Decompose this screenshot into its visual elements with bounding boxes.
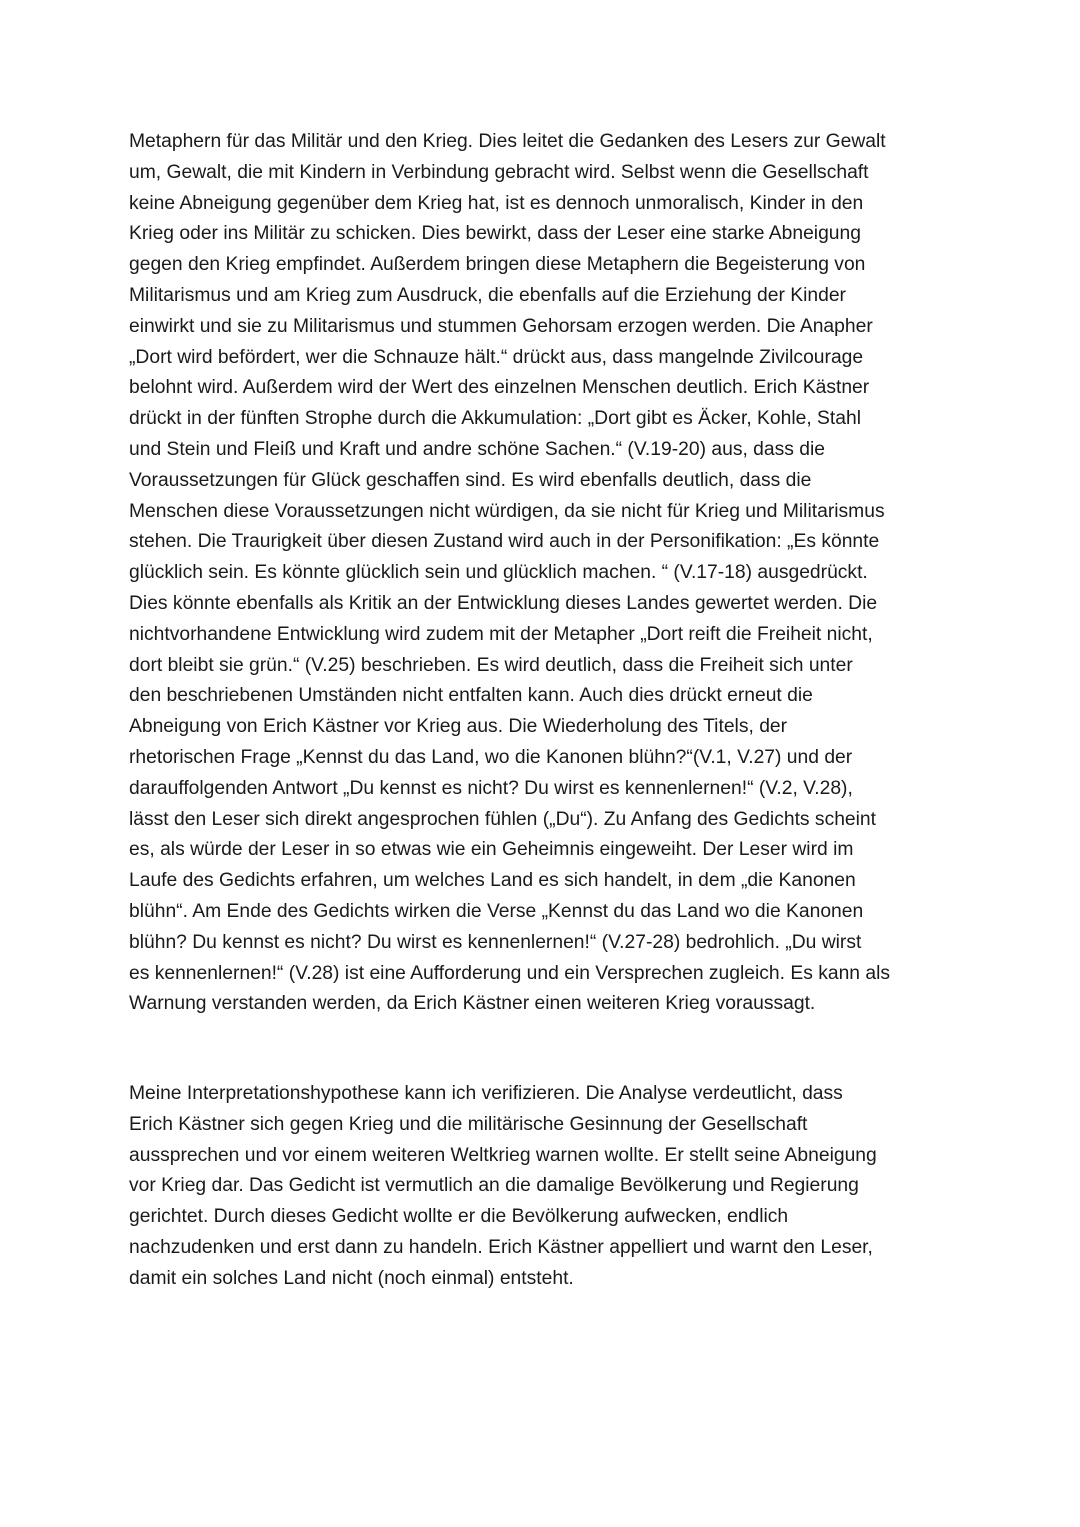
- text-line: gegen den Krieg empfindet. Außerdem bringen diese Metaphern die Begeisterung von: [129, 254, 866, 276]
- text-line: Warnung verstanden werden, da Erich Kästner einen weiteren Krieg voraussagt.: [129, 993, 816, 1015]
- text-line: keine Abneigung gegenüber dem Krieg hat, ist es dennoch unmoralisch, Kinder in den: [129, 192, 864, 214]
- text-line: und Stein und Fleiß und Kraft und andre schöne Sachen.“ (V.19-20) aus, dass die: [129, 438, 825, 460]
- text-line: Meine Interpretationshypothese kann ich verifizieren. Die Analyse verdeutlicht, dass: [129, 1083, 843, 1104]
- text-line: nachzudenken und erst dann zu handeln. Erich Kästner appelliert und warnt den Leser,: [129, 1236, 873, 1258]
- text-line: damit ein solches Land nicht (noch einmal) entsteht.: [129, 1267, 574, 1289]
- analysis-paragraph: [129, 127, 959, 1020]
- text-line: belohnt wird. Außerdem wird der Wert des einzelnen Menschen deutlich. Erich Kästner: [129, 377, 870, 399]
- text-line: nichtvorhandene Entwicklung wird zudem mit der Metapher „Dort reift die Freiheit nicht,: [129, 623, 873, 645]
- text-line: Erich Kästner sich gegen Krieg und die militärische Gesinnung der Gesellschaft: [129, 1113, 808, 1135]
- text-line: Metaphern für das Militär und den Krieg. Dies leitet die Gedanken des Lesers zur Gewalt: [129, 131, 886, 152]
- conclusion-paragraph: [129, 1079, 959, 1295]
- text-line: darauffolgenden Antwort „Du kennst es nicht? Du wirst es kennenlernen!“ (V.2, V.28),: [129, 777, 853, 799]
- text-line: Krieg oder ins Militär zu schicken. Dies bewirkt, dass der Leser eine starke Abneigung: [129, 223, 861, 245]
- text-line: Militarismus und am Krieg zum Ausdruck, die ebenfalls auf die Erziehung der Kinder: [129, 284, 846, 306]
- text-line: Abneigung von Erich Kästner vor Krieg aus. Die Wiederholung des Titels, der: [129, 716, 788, 738]
- text-line: es, als würde der Leser in so etwas wie ein Geheimnis eingeweiht. Der Leser wird im: [129, 839, 854, 861]
- text-line: gerichtet. Durch dieses Gedicht wollte er die Bevölkerung aufwecken, endlich: [129, 1206, 789, 1228]
- text-line: blühn? Du kennst es nicht? Du wirst es kennenlernen!“ (V.27-28) bedrohlich. „Du wirst: [129, 931, 862, 953]
- text-line: drückt in der fünften Strophe durch die Akkumulation: „Dort gibt es Äcker, Kohle, Stahl: [129, 408, 862, 430]
- text-line: Dies könnte ebenfalls als Kritik an der Entwicklung dieses Landes gewertet werden. Die: [129, 592, 878, 614]
- text-line: es kennenlernen!“ (V.28) ist eine Aufforderung und ein Versprechen zugleich. Es kann als: [129, 962, 891, 984]
- text-line: aussprechen und vor einem weiteren Weltkrieg warnen wollte. Er stellt seine Abneigung: [129, 1144, 877, 1166]
- text-line: „Dort wird befördert, wer die Schnauze hält.“ drückt aus, dass mangelnde Zivilcourage: [129, 346, 864, 368]
- text-line: vor Krieg dar. Das Gedicht ist vermutlich an die damalige Bevölkerung und Regierung: [129, 1175, 859, 1197]
- text-line: stehen. Die Traurigkeit über diesen Zustand wird auch in der Personifikation: „Es könnte: [129, 531, 880, 553]
- text-line: einwirkt und sie zu Militarismus und stummen Gehorsam erzogen werden. Die Anapher: [129, 315, 873, 337]
- text-line: blühn“. Am Ende des Gedichts wirken die Verse „Kennst du das Land wo die Kanonen: [129, 900, 864, 922]
- text-line: dort bleibt sie grün.“ (V.25) beschrieben. Es wird deutlich, dass die Freiheit sich unter: [129, 654, 853, 676]
- text-line: glücklich sein. Es könnte glücklich sein und glücklich machen. “ (V.17-18) ausgedrückt.: [129, 562, 868, 584]
- text-line: um, Gewalt, die mit Kindern in Verbindung gebracht wird. Selbst wenn die Gesellschaft: [129, 161, 869, 183]
- text-line: Menschen diese Voraussetzungen nicht würdigen, da sie nicht für Krieg und Militarismus: [129, 500, 885, 522]
- text-line: lässt den Leser sich direkt angesprochen fühlen („Du“). Zu Anfang des Gedichts scheint: [129, 808, 877, 830]
- text-line: Voraussetzungen für Glück geschaffen sind. Es wird ebenfalls deutlich, dass die: [129, 469, 812, 491]
- text-line: den beschriebenen Umständen nicht entfalten kann. Auch dies drückt erneut die: [129, 685, 813, 707]
- text-line: Laufe des Gedichts erfahren, um welches Land es sich handelt, in dem „die Kanonen: [129, 870, 856, 892]
- text-line: rhetorischen Frage „Kennst du das Land, wo die Kanonen blühn?“(V.1, V.27) und der: [129, 746, 853, 768]
